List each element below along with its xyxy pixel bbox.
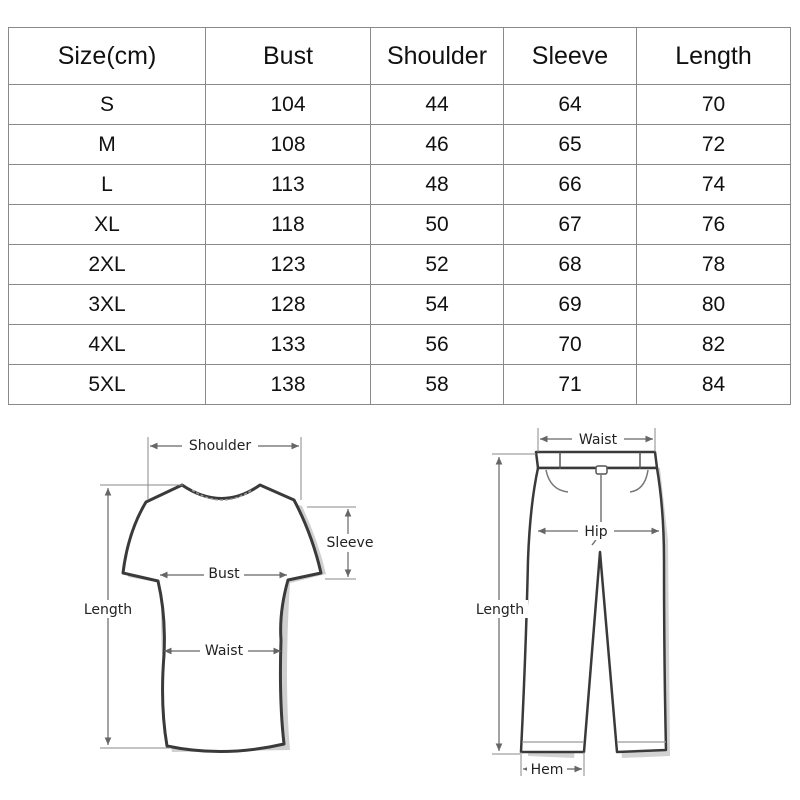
cell-length: 80 [637, 285, 791, 325]
table-row [9, 245, 791, 285]
table-row [9, 125, 791, 165]
cell-sleeve: 68 [504, 245, 637, 285]
garment-measurement-diagram [0, 405, 800, 800]
cell-sleeve: 71 [504, 365, 637, 405]
cell-bust: 108 [206, 125, 371, 165]
header-sleeve: Sleeve [504, 28, 637, 85]
cell-size: 4XL [9, 325, 206, 365]
cell-size: 2XL [9, 245, 206, 285]
header-shoulder: Shoulder [371, 28, 504, 85]
header-bust: Bust [206, 28, 371, 85]
pants-button [596, 466, 607, 474]
cell-length: 72 [637, 125, 791, 165]
cell-length: 70 [637, 85, 791, 125]
cell-length: 78 [637, 245, 791, 285]
header-length: Length [637, 28, 791, 85]
pants-length-label: Length [475, 602, 525, 618]
cell-size: 5XL [9, 365, 206, 405]
cell-bust: 123 [206, 245, 371, 285]
pants-diagram [472, 428, 670, 779]
cell-sleeve: 69 [504, 285, 637, 325]
pants-hem-label: Hem [530, 762, 564, 778]
cell-shoulder: 58 [371, 365, 504, 405]
cell-sleeve: 66 [504, 165, 637, 205]
cell-sleeve: 64 [504, 85, 637, 125]
cell-size: S [9, 85, 206, 125]
cell-bust: 113 [206, 165, 371, 205]
cell-size: XL [9, 205, 206, 245]
tshirt-diagram [80, 436, 377, 752]
waist-label: Waist [204, 643, 244, 659]
bust-label: Bust [208, 566, 240, 582]
size-chart-table [8, 27, 791, 405]
length-label: Length [83, 602, 133, 618]
tshirt-outline [123, 485, 321, 752]
sleeve-label: Sleeve [326, 535, 374, 551]
cell-bust: 118 [206, 205, 371, 245]
cell-shoulder: 54 [371, 285, 504, 325]
cell-size: M [9, 125, 206, 165]
pants-hip-label: Hip [584, 524, 608, 540]
table-row [9, 365, 791, 405]
table-row [9, 325, 791, 365]
pants-waist-label: Waist [578, 432, 618, 448]
table-row [9, 285, 791, 325]
table-row [9, 85, 791, 125]
cell-length: 82 [637, 325, 791, 365]
table-row [9, 165, 791, 205]
cell-shoulder: 50 [371, 205, 504, 245]
size-chart-body [9, 85, 791, 405]
cell-bust: 138 [206, 365, 371, 405]
pants-outline [521, 468, 666, 752]
cell-length: 74 [637, 165, 791, 205]
cell-shoulder: 44 [371, 85, 504, 125]
size-chart-header-row [9, 28, 791, 85]
cell-sleeve: 65 [504, 125, 637, 165]
cell-shoulder: 48 [371, 165, 504, 205]
header-size: Size(cm) [9, 28, 206, 85]
cell-length: 76 [637, 205, 791, 245]
cell-bust: 133 [206, 325, 371, 365]
cell-sleeve: 70 [504, 325, 637, 365]
table-row [9, 205, 791, 245]
cell-bust: 104 [206, 85, 371, 125]
cell-shoulder: 46 [371, 125, 504, 165]
cell-shoulder: 52 [371, 245, 504, 285]
cell-sleeve: 67 [504, 205, 637, 245]
cell-length: 84 [637, 365, 791, 405]
cell-shoulder: 56 [371, 325, 504, 365]
cell-size: 3XL [9, 285, 206, 325]
shoulder-label: Shoulder [188, 438, 252, 454]
cell-size: L [9, 165, 206, 205]
cell-bust: 128 [206, 285, 371, 325]
